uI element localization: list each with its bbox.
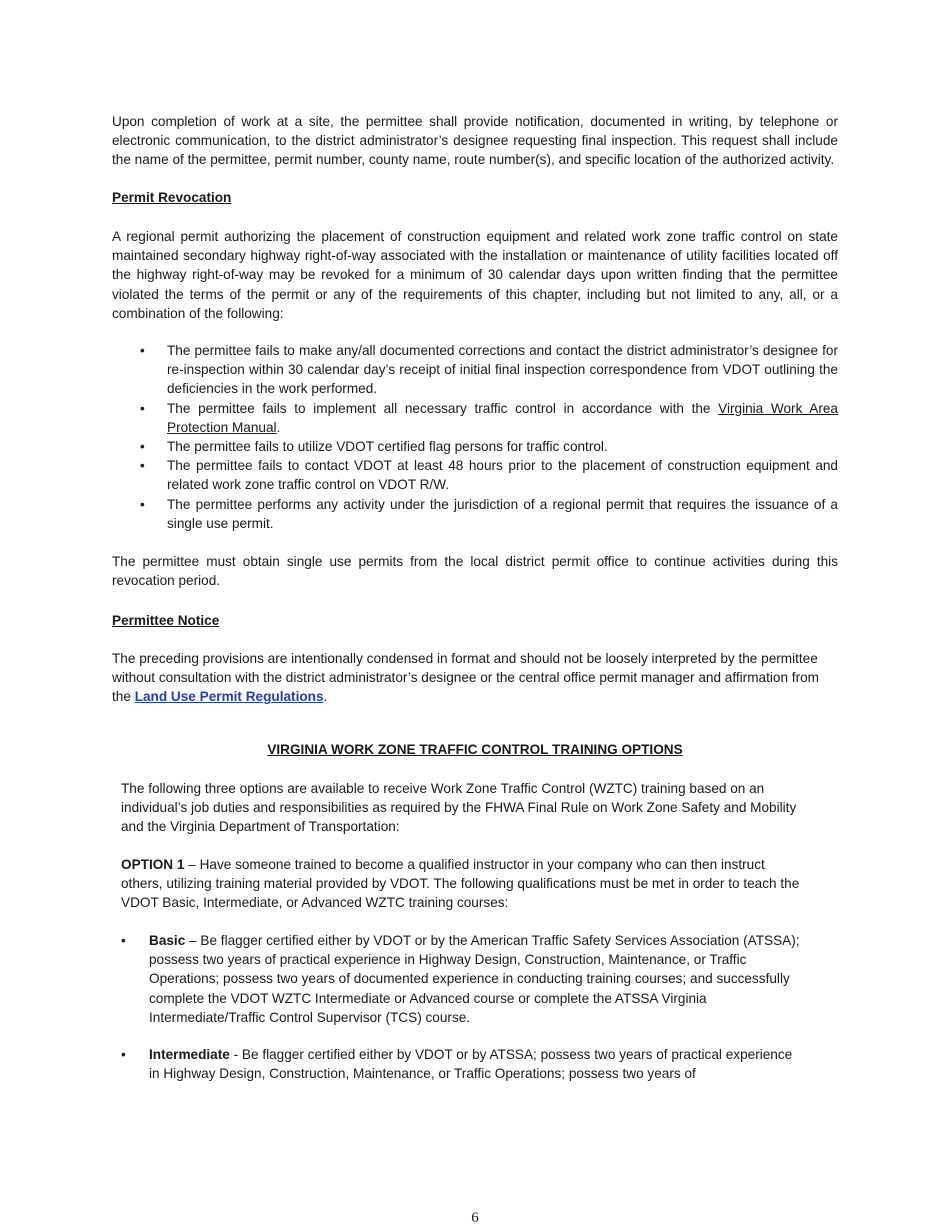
notice-paragraph: The preceding provisions are intentionally condensed in format and should not be loosely interpreted by the permittee without consultation with the district administrator’s designee or the central office permit manager and affirmation from the Land Use Permit Regulations. <box>112 651 819 705</box>
training-options-heading: VIRGINIA WORK ZONE TRAFFIC CONTROL TRAINING OPTIONS <box>267 742 683 757</box>
bullet-icon: • <box>140 458 145 474</box>
inspection-paragraph: Upon completion of work at a site, the permittee shall provide notification, documented in writing, by telephone or electronic communication, to the district administrator’s designee requesting final inspection. This request shall include the name of the permittee, permit number, county name, route number(s), and specific location of the authorized activity. <box>112 114 838 168</box>
basic-label: Basic <box>149 933 186 948</box>
intermediate-qualification-item: • Intermediate - Be flagger certified either by VDOT or by ATSSA; possess two years of practical experience in Highway Design, Construction, Maintenance, or Traffic Operations; possess two years of <box>121 1047 793 1082</box>
single-use-paragraph: The permittee must obtain single use permits from the local district permit office to continue activities during this revocation period. <box>112 554 838 589</box>
revocation-paragraph: A regional permit authorizing the placement of construction equipment and related work zone traffic control on state maintained secondary highway right-of-way associated with the installation or maintenance of utility facilities located off the highway right-of-way may be revoked for a minimum of 30 calendar days upon written finding that the permittee violated the terms of the permit or any of the requirements of this chapter, including but not limited to any, all, or a combination of the following: <box>112 229 838 321</box>
option-1-label: OPTION 1 <box>121 857 185 872</box>
intermediate-label: Intermediate <box>149 1047 230 1062</box>
list-item: • The permittee fails to utilize VDOT certified flag persons for traffic control. <box>112 437 838 456</box>
page-number: 6 <box>471 1210 479 1226</box>
list-item: • The permittee fails to make any/all documented corrections and contact the district administrator’s designee for re-inspection within 30 calendar day’s receipt of initial final inspection correspondence from VDOT outlining the deficiencies in the work performed. <box>140 343 838 397</box>
land-use-permit-regulations-link[interactable]: Land Use Permit Regulations <box>134 689 324 705</box>
permit-revocation-heading: Permit Revocation <box>112 190 232 205</box>
basic-qualification-item: • Basic – Be flagger certified either by VDOT or by the American Traffic Safety Services Association (ATSSA); possess two years of practical experience in Highway Design, Construction, Maintenance, or Traffic Operations; possess two years of documented experience in conducting training courses; and successfully complete the VDOT WZTC Intermediate or Advanced course or complete the ATSSA Virginia Intermediate/Traffic Control Supervisor (TCS) course. <box>121 933 800 1025</box>
wapm-reference: Virginia Work Area Protection Manual <box>167 400 838 435</box>
option-1-paragraph: OPTION 1 – Have someone trained to become a qualified instructor in your company who can then instruct others, utilizing training material provided by VDOT. The following qualifications must be met in order to teach the VDOT Basic, Intermediate, or Advanced WZTC training courses: <box>121 857 800 911</box>
bullet-icon: • <box>140 400 145 416</box>
list-item: • The permittee performs any activity under the jurisdiction of a regional permit that requires the issuance of a single use permit. <box>140 496 838 531</box>
list-item: • The permittee fails to implement all necessary traffic control in accordance with the Virginia Work Area Protection Manual. <box>140 400 838 435</box>
bullet-icon: • <box>121 933 126 948</box>
revocation-list <box>112 341 838 533</box>
bullet-icon: • <box>140 439 145 455</box>
list-item: • The permittee fails to contact VDOT at least 48 hours prior to the placement of construction equipment and related work zone traffic control on VDOT R/W. <box>140 458 838 493</box>
bullet-icon: • <box>140 496 145 512</box>
bullet-icon: • <box>121 1047 126 1062</box>
bullet-icon: • <box>140 343 145 358</box>
permittee-notice-heading: Permittee Notice <box>112 613 220 628</box>
training-intro-paragraph: The following three options are available to receive Work Zone Traffic Control (WZTC) training based on an individual’s job duties and responsibilities as required by the FHWA Final Rule on Work Zone Safety and Mobility and the Virginia Department of Transportation: <box>121 781 797 835</box>
